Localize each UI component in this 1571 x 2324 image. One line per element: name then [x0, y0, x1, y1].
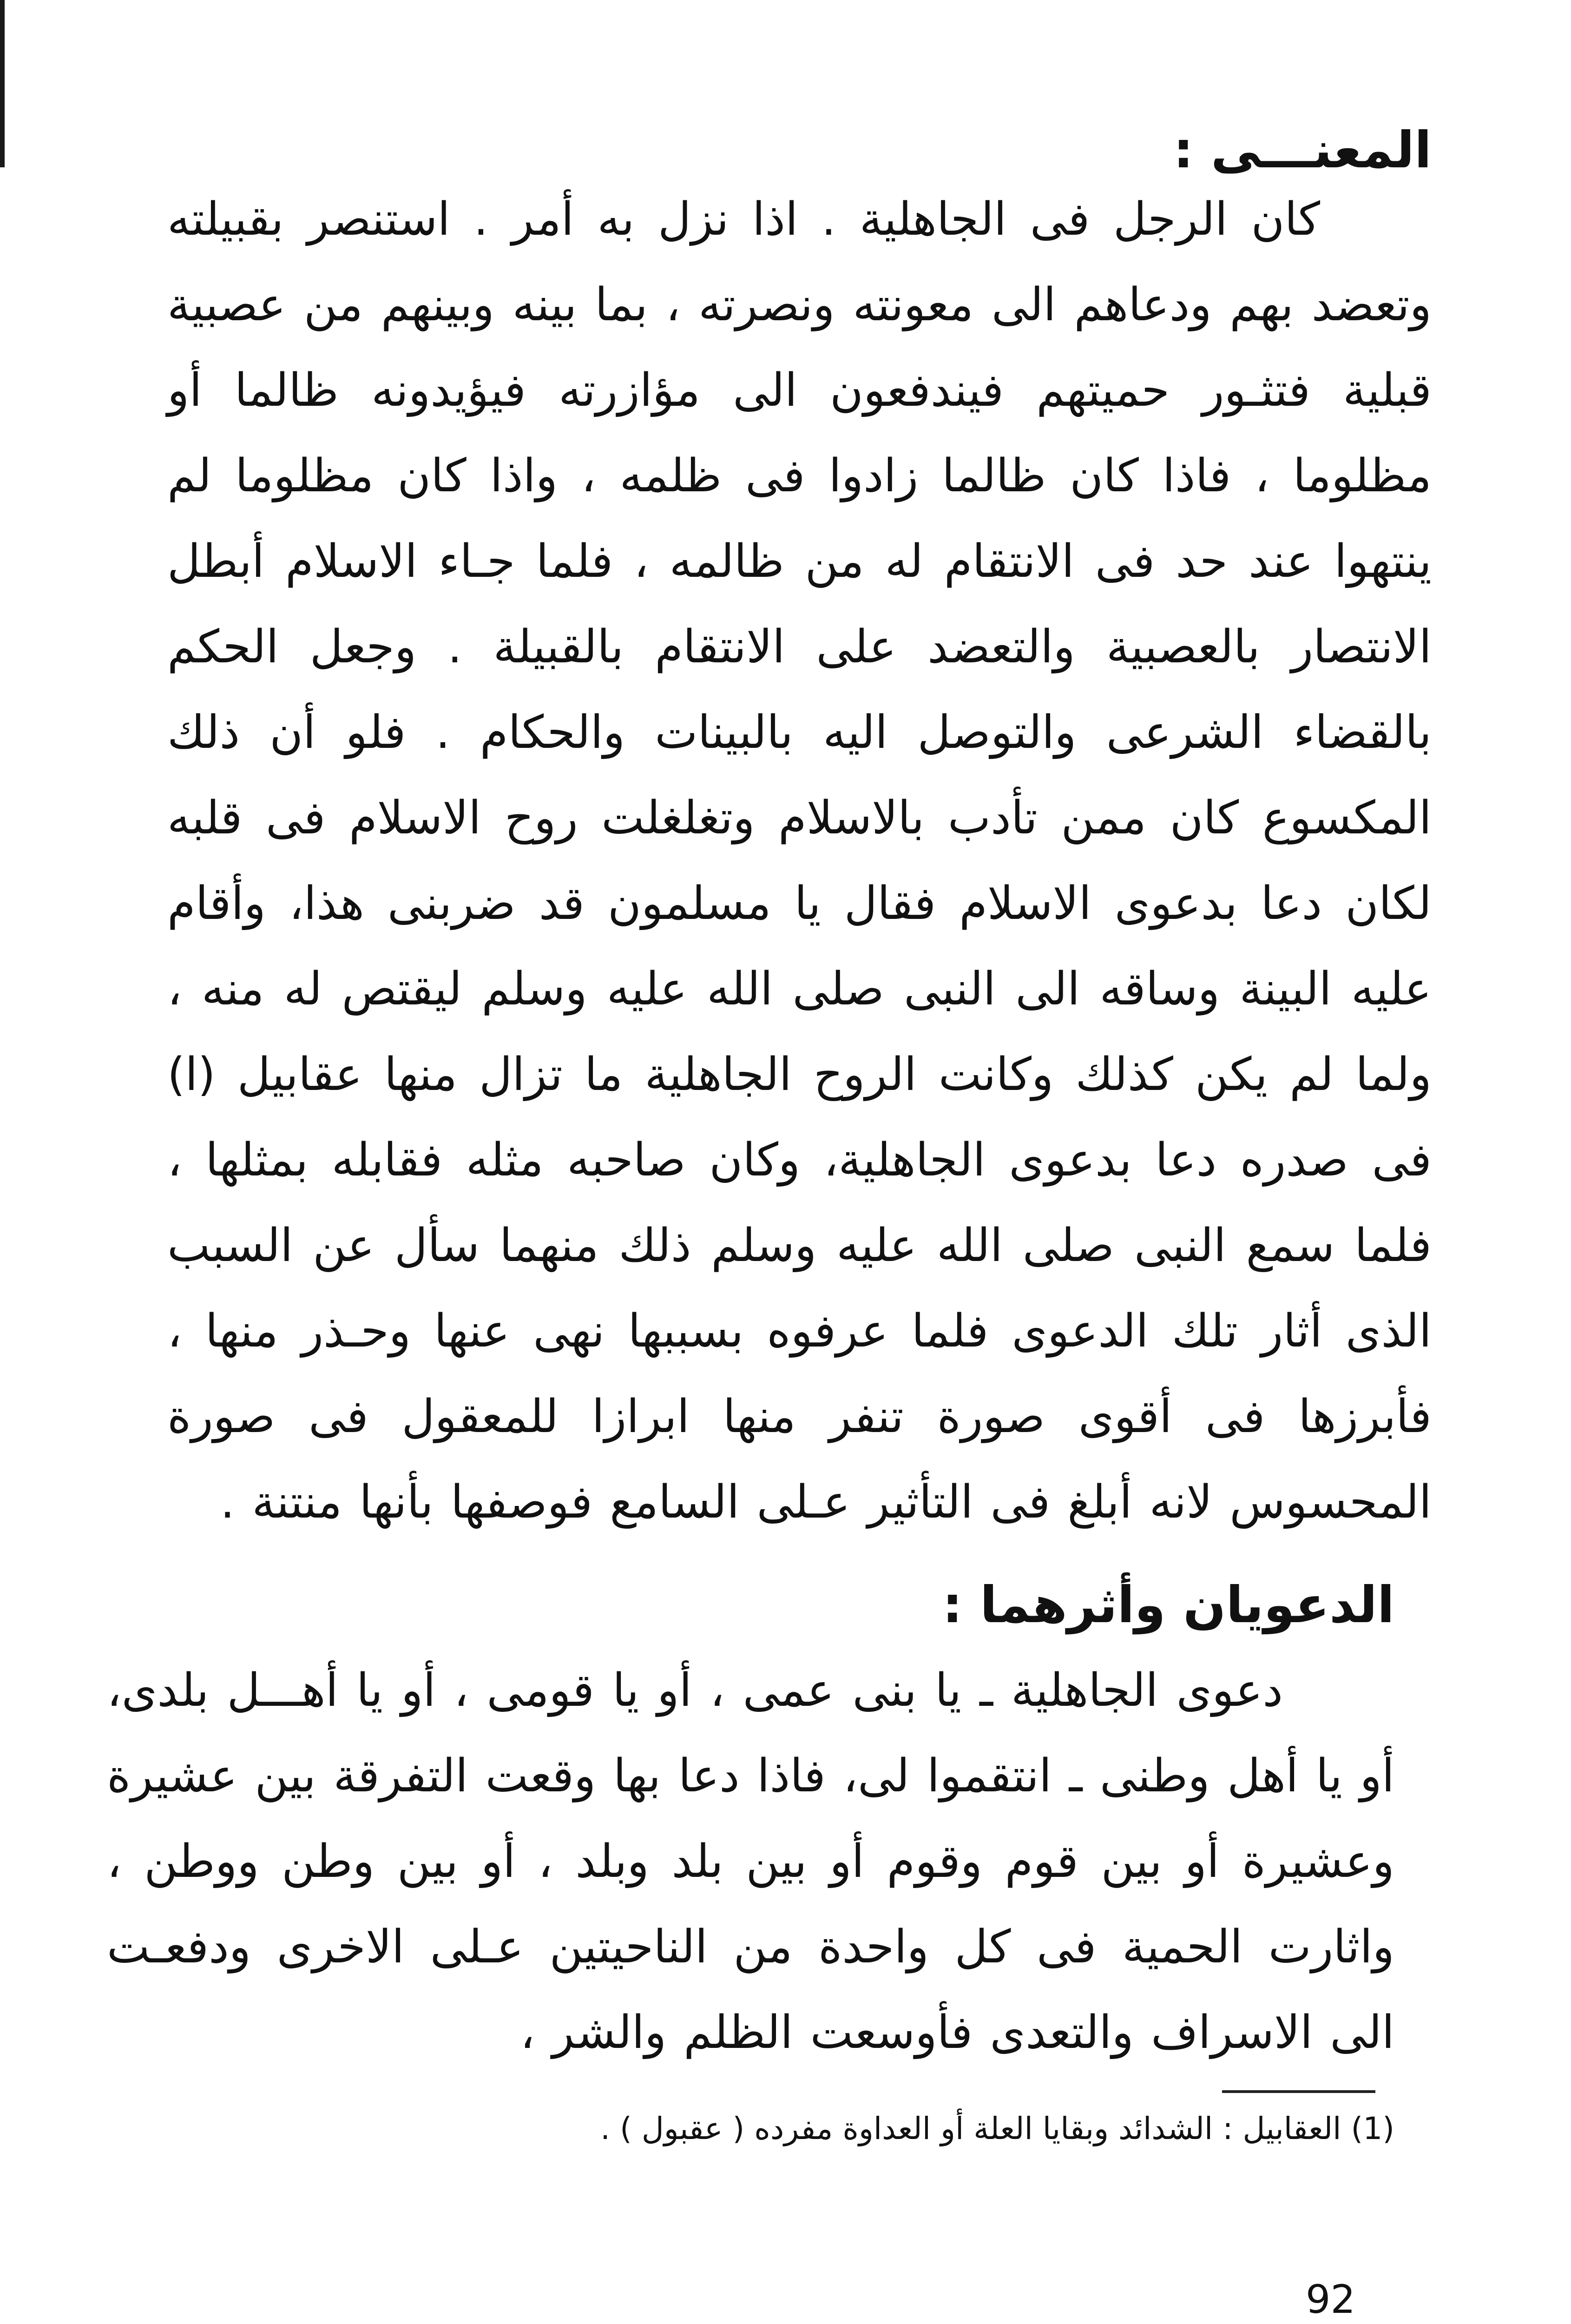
footnote: (1) العقابيل : الشدائد وبقايا العلة أو العداوة مفرده ( عقبول ) .	[600, 2111, 1394, 2146]
section-heading-two-calls: الدعويان وأثرهما :	[942, 1576, 1394, 1634]
page-number: 92	[1306, 2277, 1355, 2322]
paragraph-meaning: كان الرجل فى الجاهلية . اذا نزل به أمر . استنصر بقبيلته وتعضد بهم ودعاهم الى معونته ونصرته ، بما بينه وبينهم من عصبية قبلية فتثـور حميتهم فيندفعون الى مؤازرته فيؤيدونه ظالما أو مظلوما ، فاذا كان ظالما زادوا فى ظلمه ، واذا كان مظلوما لم ينتهوا عند حد فى الانتقام له من ظالمه ، فلما جـاء الاسلام أبطل الانتصار بالعصبية والتعضد على الانتقام بالقبيلة . وجعل الحكم بالقضاء الشرعى والتوصل اليه بالبينات والحكام . فلو أن ذلك المكسوع كان ممن تأدب بالاسلام وتغلغلت روح الاسلام فى قلبه لكان دعا بدعوى الاسلام فقال يا مسلمون قد ضربنى هذا، وأقام عليه البينة وساقه الى النبى صلى الله عليه وسلم ليقتص له منه ، ولما لم يكن كذلك وكانت الروح الجاهلية ما تزال منها عقابيل (ا) فى صدره دعا بدعوى الجاهلية، وكان صاحبه مثله فقابله بمثلها ، فلما سمع النبى صلى الله عليه وسلم ذلك منهما سأل عن السبب الذى أثار تلك الدعوى فلما عرفوه بسببها نهى عنها وحـذر منها ، فأبرزها فى أقوى صورة تنفر منها ابرازا للمعقول فى صورة المحسوس لانه أبلغ فى التأثير عـلى السامع فوصفها بأنها منتنة .	[167, 193, 1432, 1529]
scan-edge-line	[0, 0, 5, 167]
section-heading-meaning: المعنـــى :	[1173, 121, 1432, 179]
footnote-separator	[1222, 2090, 1375, 2093]
paragraph-two-calls: دعوى الجاهلية ـ يا بنى عمى ، أو يا قومى ، أو يا أهـــل بلدى، أو يا أهل وطنى ـ انتقموا لى، فاذا دعا بها وقعت التفرقة بين عشيرة وعشيرة أو بين قوم وقوم أو بين بلد وبلد ، أو بين وطن ووطن ، واثارت الحمية فى كل واحدة من الناحيتين عـلى الاخرى ودفعـت الى الاسراف والتعدى فأوسعت الظلم والشر ،	[107, 1664, 1394, 2059]
